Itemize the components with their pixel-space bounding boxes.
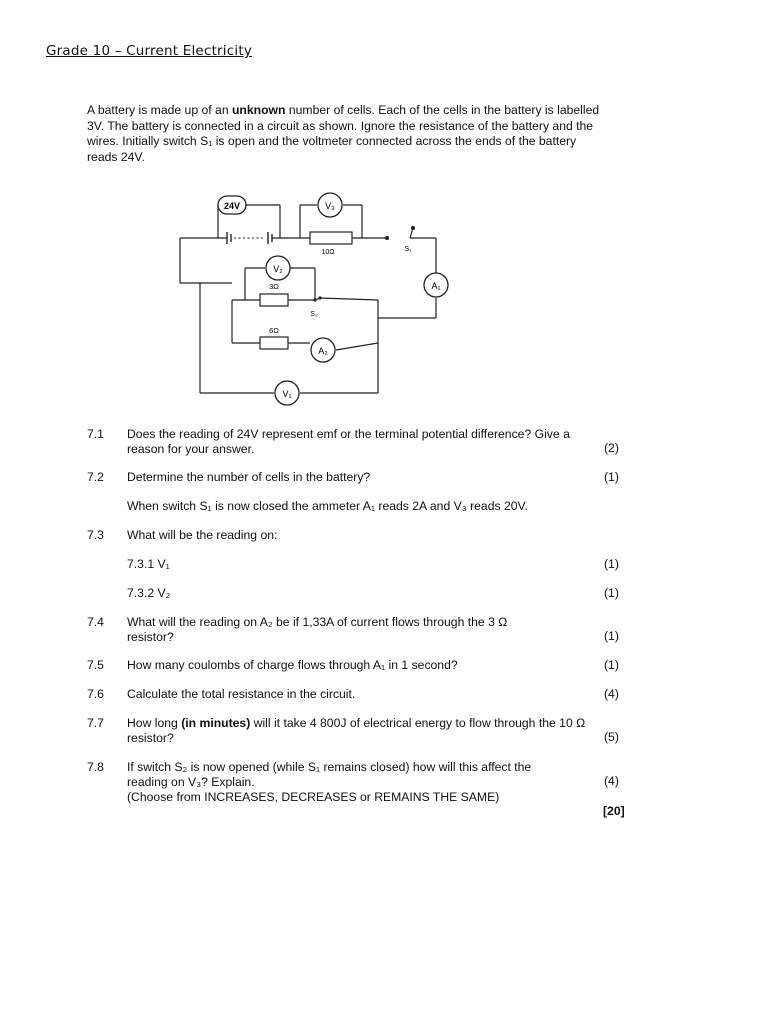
intro-bold: unknown	[231, 103, 286, 117]
battery-label: 24V	[223, 201, 241, 211]
intro-paragraph	[87, 103, 607, 165]
question-mark: (1)	[604, 557, 619, 571]
r3-label: 6Ω	[269, 326, 279, 335]
question-text-2: (Choose from INCREASES, DECREASES or REMAINS THE SAME)	[127, 790, 500, 804]
question-mark: (1)	[604, 629, 619, 643]
question-mark: (1)	[604, 586, 619, 600]
question-mark: (5)	[604, 730, 619, 744]
r2-label: 3Ω	[269, 282, 279, 291]
intro-text-1: A battery is made up of an	[87, 103, 232, 117]
circuit-diagram	[170, 188, 470, 410]
question-text: Calculate the total resistance in the circuit.	[127, 687, 356, 701]
a2-label: A₂	[318, 346, 328, 356]
total-marks: [20]	[603, 804, 625, 818]
question-text: What will the reading on A₂ be if 1,33A of current flows through the 3 Ω resistor?	[127, 615, 508, 644]
question-text: Does the reading of 24V represent emf or the terminal potential difference? Give a reason for your answer.	[127, 427, 570, 456]
question-mark: (1)	[604, 658, 619, 672]
v3-label: V₃	[325, 201, 335, 211]
question-number: 7.3	[87, 528, 104, 542]
s1-label: S₁	[404, 246, 412, 253]
switch-note: When switch S₁ is now closed the ammeter A₁ reads 2A and V₃ reads 20V.	[127, 499, 528, 513]
question-text: 7.3.1 V₁	[127, 557, 170, 571]
v2-label: V₂	[273, 264, 283, 274]
a1-label: A₁	[431, 281, 441, 291]
question-text: How long (in minutes) will it take 4 800J of electrical energy to flow through the 10 Ω resistor?	[127, 716, 586, 745]
r1-label: 10Ω	[321, 249, 335, 256]
question-text: What will be the reading on:	[127, 528, 278, 542]
question-text: 7.3.2 V₂	[127, 586, 171, 600]
s2-label: S₂	[310, 311, 318, 318]
question-text: How many coulombs of charge flows through A₁ in 1 second?	[127, 658, 458, 672]
v1-label: V₁	[282, 389, 292, 399]
question-mark: (2)	[604, 441, 619, 455]
question-number: 7.5	[87, 658, 104, 672]
page-title: Grade 10 – Current Electricity	[46, 43, 253, 59]
question-mark: (4)	[604, 774, 619, 788]
intro-text-2: number of cells. Each of the cells in the battery is labelled 3V. The battery is connected in a circuit as shown. Ignore the resistance of the battery and the wires. Initially switch S₁ is open and the voltmeter connected across the ends of the battery reads 24V.	[87, 103, 600, 164]
question-number: 7.4	[87, 615, 104, 629]
question-mark: (4)	[604, 687, 619, 701]
question-number: 7.1	[87, 427, 104, 441]
question-mark: (1)	[604, 470, 619, 484]
question-number: 7.6	[87, 687, 104, 701]
question-text: If switch S₂ is now opened (while S₁ remains closed) how will this affect the reading on V₃? Explain.	[127, 760, 532, 789]
question-number: 7.8	[87, 760, 104, 774]
question-number: 7.2	[87, 470, 104, 484]
question-text: Determine the number of cells in the battery?	[127, 470, 371, 484]
question-number: 7.7	[87, 716, 104, 730]
